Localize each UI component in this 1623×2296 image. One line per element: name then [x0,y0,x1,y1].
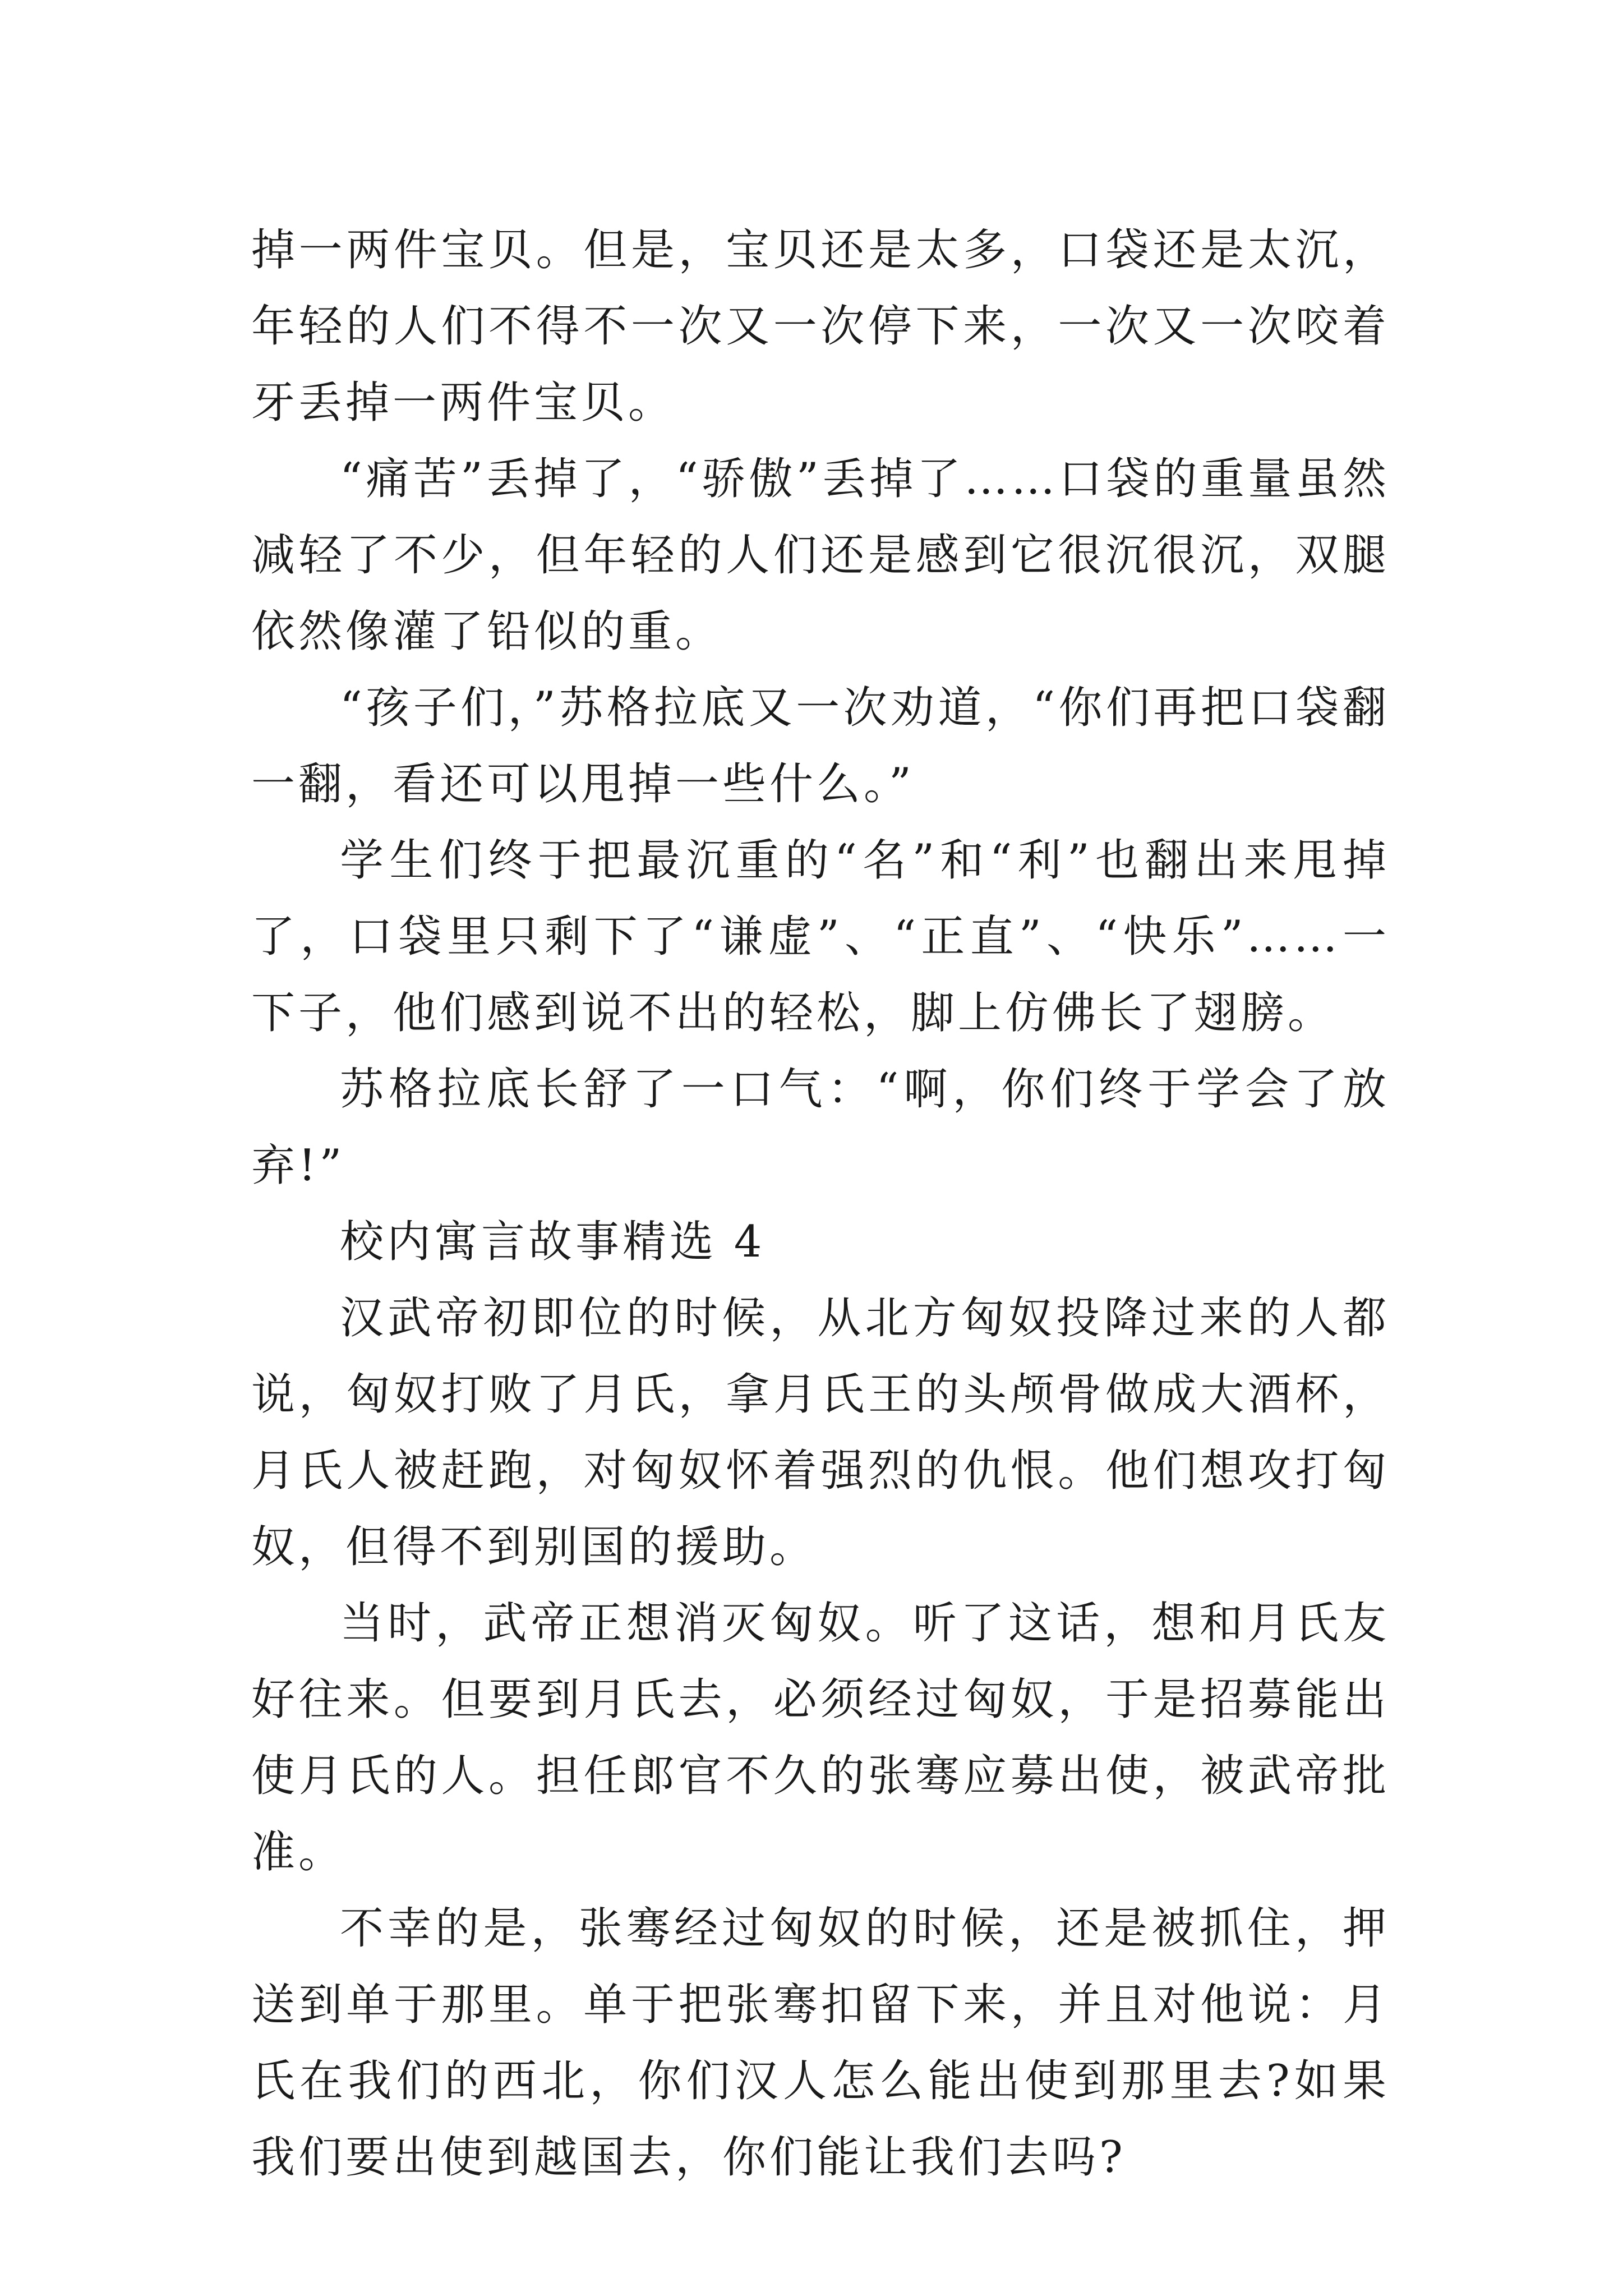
paragraph-1: 掉一两件宝贝。但是，宝贝还是太多，口袋还是太沉，年轻的人们不得不一次又一次停下来，一次又一次咬着牙丢掉一两件宝贝。 [251,225,1390,428]
paragraph-2: “痛苦”丢掉了，“骄傲”丢掉了……口袋的重量虽然减轻了不少，但年轻的人们还是感到它很沉很沉，双腿依然像灌了铅似的重。 [251,454,1390,657]
paragraph-4: 学生们终于把最沉重的“名”和“利”也翻出来甩掉了，口袋里只剩下了“谦虚”、“正直”、“快乐”……一下子，他们感到说不出的轻松，脚上仿佛长了翅膀。 [251,835,1390,1038]
story-paragraph-1: 汉武帝初即位的时候，从北方匈奴投降过来的人都说，匈奴打败了月氏，拿月氏王的头颅骨做成大酒杯，月氏人被赶跑，对匈奴怀着强烈的仇恨。他们想攻打匈奴，但得不到别国的援助。 [251,1293,1390,1572]
story-paragraph-3: 不幸的是，张骞经过匈奴的时候，还是被抓住，押送到单于那里。单于把张骞扣留下来，并且对他说：月氏在我们的西北，你们汉人怎么能出使到那里去?如果我们要出使到越国去，你们能让我们去吗? [251,1903,1390,2183]
document-page [251,212,1390,2196]
paragraph-5: 苏格拉底长舒了一口气：“啊，你们终于学会了放弃!” [251,1064,1390,1191]
section-title: 校内寓言故事精选 4 [340,1217,766,1267]
paragraph-3: “孩子们，”苏格拉底又一次劝道，“你们再把口袋翻一翻，看还可以甩掉一些什么。” [251,683,1390,809]
story-paragraph-2: 当时，武帝正想消灭匈奴。听了这话，想和月氏友好往来。但要到月氏去，必须经过匈奴，于是招募能出使月氏的人。担任郎官不久的张骞应募出使，被武帝批准。 [251,1598,1390,1878]
